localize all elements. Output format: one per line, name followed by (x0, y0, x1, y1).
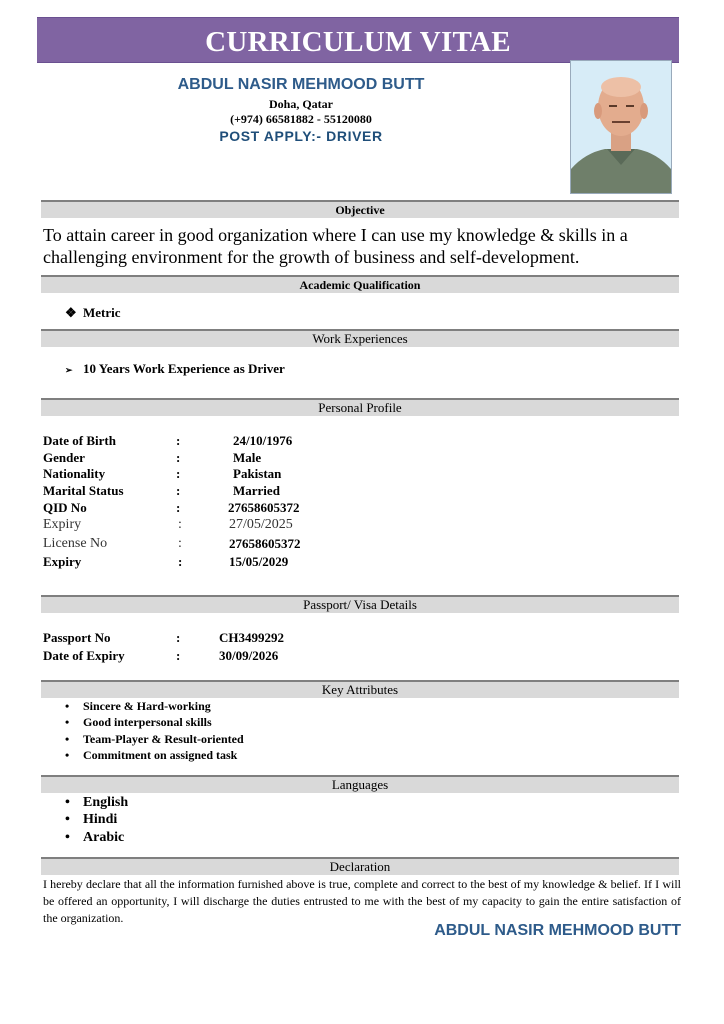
personal-row-qid (43, 500, 443, 517)
personal-row-nationality (43, 466, 443, 483)
arrow-bullet-icon: ➢ (65, 365, 73, 375)
work-item (65, 361, 285, 377)
objective-heading: Objective (41, 200, 679, 218)
bullet-icon: • (65, 732, 70, 746)
post-applied: POST APPLY:- DRIVER (219, 128, 383, 144)
row-separator: : (178, 554, 183, 569)
personal-row-gender (43, 450, 443, 467)
cv-title: CURRICULUM VITAE (37, 17, 679, 63)
row-separator: : (176, 466, 181, 481)
attribute-item (65, 699, 211, 714)
row-separator: : (176, 450, 181, 465)
personal-heading: Personal Profile (41, 398, 679, 416)
language-label: Hindi (83, 812, 118, 827)
attribute-item (65, 715, 212, 730)
row-value: 30/09/2026 (219, 648, 279, 663)
bullet-icon: • (65, 748, 70, 762)
row-value: 27658605372 (228, 500, 300, 515)
passport-row-number (43, 630, 443, 647)
row-label: Expiry (43, 517, 82, 532)
profile-photo (570, 60, 672, 194)
row-label: Gender (43, 450, 85, 465)
row-value: 27658605372 (229, 536, 301, 551)
attribute-label: Good interpersonal skills (83, 715, 212, 729)
bullet-icon: • (65, 699, 70, 713)
language-label: Arabic (83, 830, 125, 845)
bullet-icon: • (65, 715, 70, 729)
language-item (65, 812, 117, 828)
phone-numbers: (+974) 66581882 - 55120080 (230, 112, 372, 126)
attribute-item (65, 748, 237, 763)
passport-heading: Passport/ Visa Details (41, 595, 679, 613)
work-item-label: 10 Years Work Experience as Driver (83, 361, 285, 376)
row-separator: : (178, 517, 182, 532)
attribute-label: Sincere & Hard-working (83, 699, 211, 713)
language-item (65, 795, 128, 811)
row-value: Male (233, 450, 262, 465)
row-value: 27/05/2025 (229, 517, 293, 532)
row-separator: : (176, 630, 181, 645)
work-heading: Work Experiences (41, 329, 679, 347)
row-label: License No (43, 536, 108, 551)
declaration-text: I hereby declare that all the information furnished above is true, complete and correct to the best of my knowledge & belief. If I will be offered an opportunity, I will discharge the duties entrusted to me with the best of my capacity to gain the entire satisfaction of the organization. (43, 877, 681, 925)
row-separator: : (176, 433, 181, 448)
languages-heading: Languages (41, 775, 679, 793)
row-value: CH3499292 (219, 630, 284, 645)
candidate-name: ABDUL NASIR MEHMOOD BUTT (177, 76, 425, 93)
row-label: Nationality (43, 466, 106, 481)
passport-row-expiry (43, 648, 443, 665)
attribute-label: Commitment on assigned task (83, 748, 238, 762)
row-label: Date of Expiry (43, 648, 125, 663)
academic-heading: Academic Qualification (41, 275, 679, 293)
portrait-image (571, 61, 671, 193)
academic-item-label: Metric (83, 305, 121, 320)
personal-row-marital (43, 483, 443, 500)
attributes-heading: Key Attributes (41, 680, 679, 698)
declaration-heading: Declaration (41, 857, 679, 875)
row-value: Married (233, 483, 280, 498)
attribute-item (65, 732, 244, 747)
row-separator: : (176, 648, 181, 663)
row-separator: : (176, 500, 181, 515)
location: Doha, Qatar (269, 97, 333, 111)
bullet-icon: • (65, 795, 70, 810)
bullet-icon: • (65, 812, 70, 827)
attribute-label: Team-Player & Result-oriented (83, 732, 244, 746)
row-label: Marital Status (43, 483, 124, 498)
row-label: Passport No (43, 630, 111, 645)
row-value: 24/10/1976 (233, 433, 293, 448)
signature-name: ABDUL NASIR MEHMOOD BUTT (434, 922, 681, 939)
row-value: 15/05/2029 (229, 554, 289, 569)
row-label: Date of Birth (43, 433, 116, 448)
bullet-icon: • (65, 830, 70, 845)
row-label: QID No (43, 500, 87, 515)
row-label: Expiry (43, 554, 82, 569)
objective-text: To attain career in good organization where I can use my knowledge & skills in a challenging environment for the growth of business and self-development. (43, 225, 628, 267)
diamond-bullet-icon: ❖ (65, 305, 77, 320)
personal-row-dob (43, 433, 443, 450)
academic-item (65, 305, 121, 321)
personal-row-qid-expiry (43, 517, 443, 534)
row-separator: : (178, 536, 182, 551)
language-label: English (83, 795, 129, 810)
row-separator: : (176, 483, 181, 498)
personal-row-license-expiry (43, 554, 443, 571)
personal-row-license (43, 536, 443, 553)
row-value: Pakistan (233, 466, 282, 481)
language-item (65, 830, 124, 846)
